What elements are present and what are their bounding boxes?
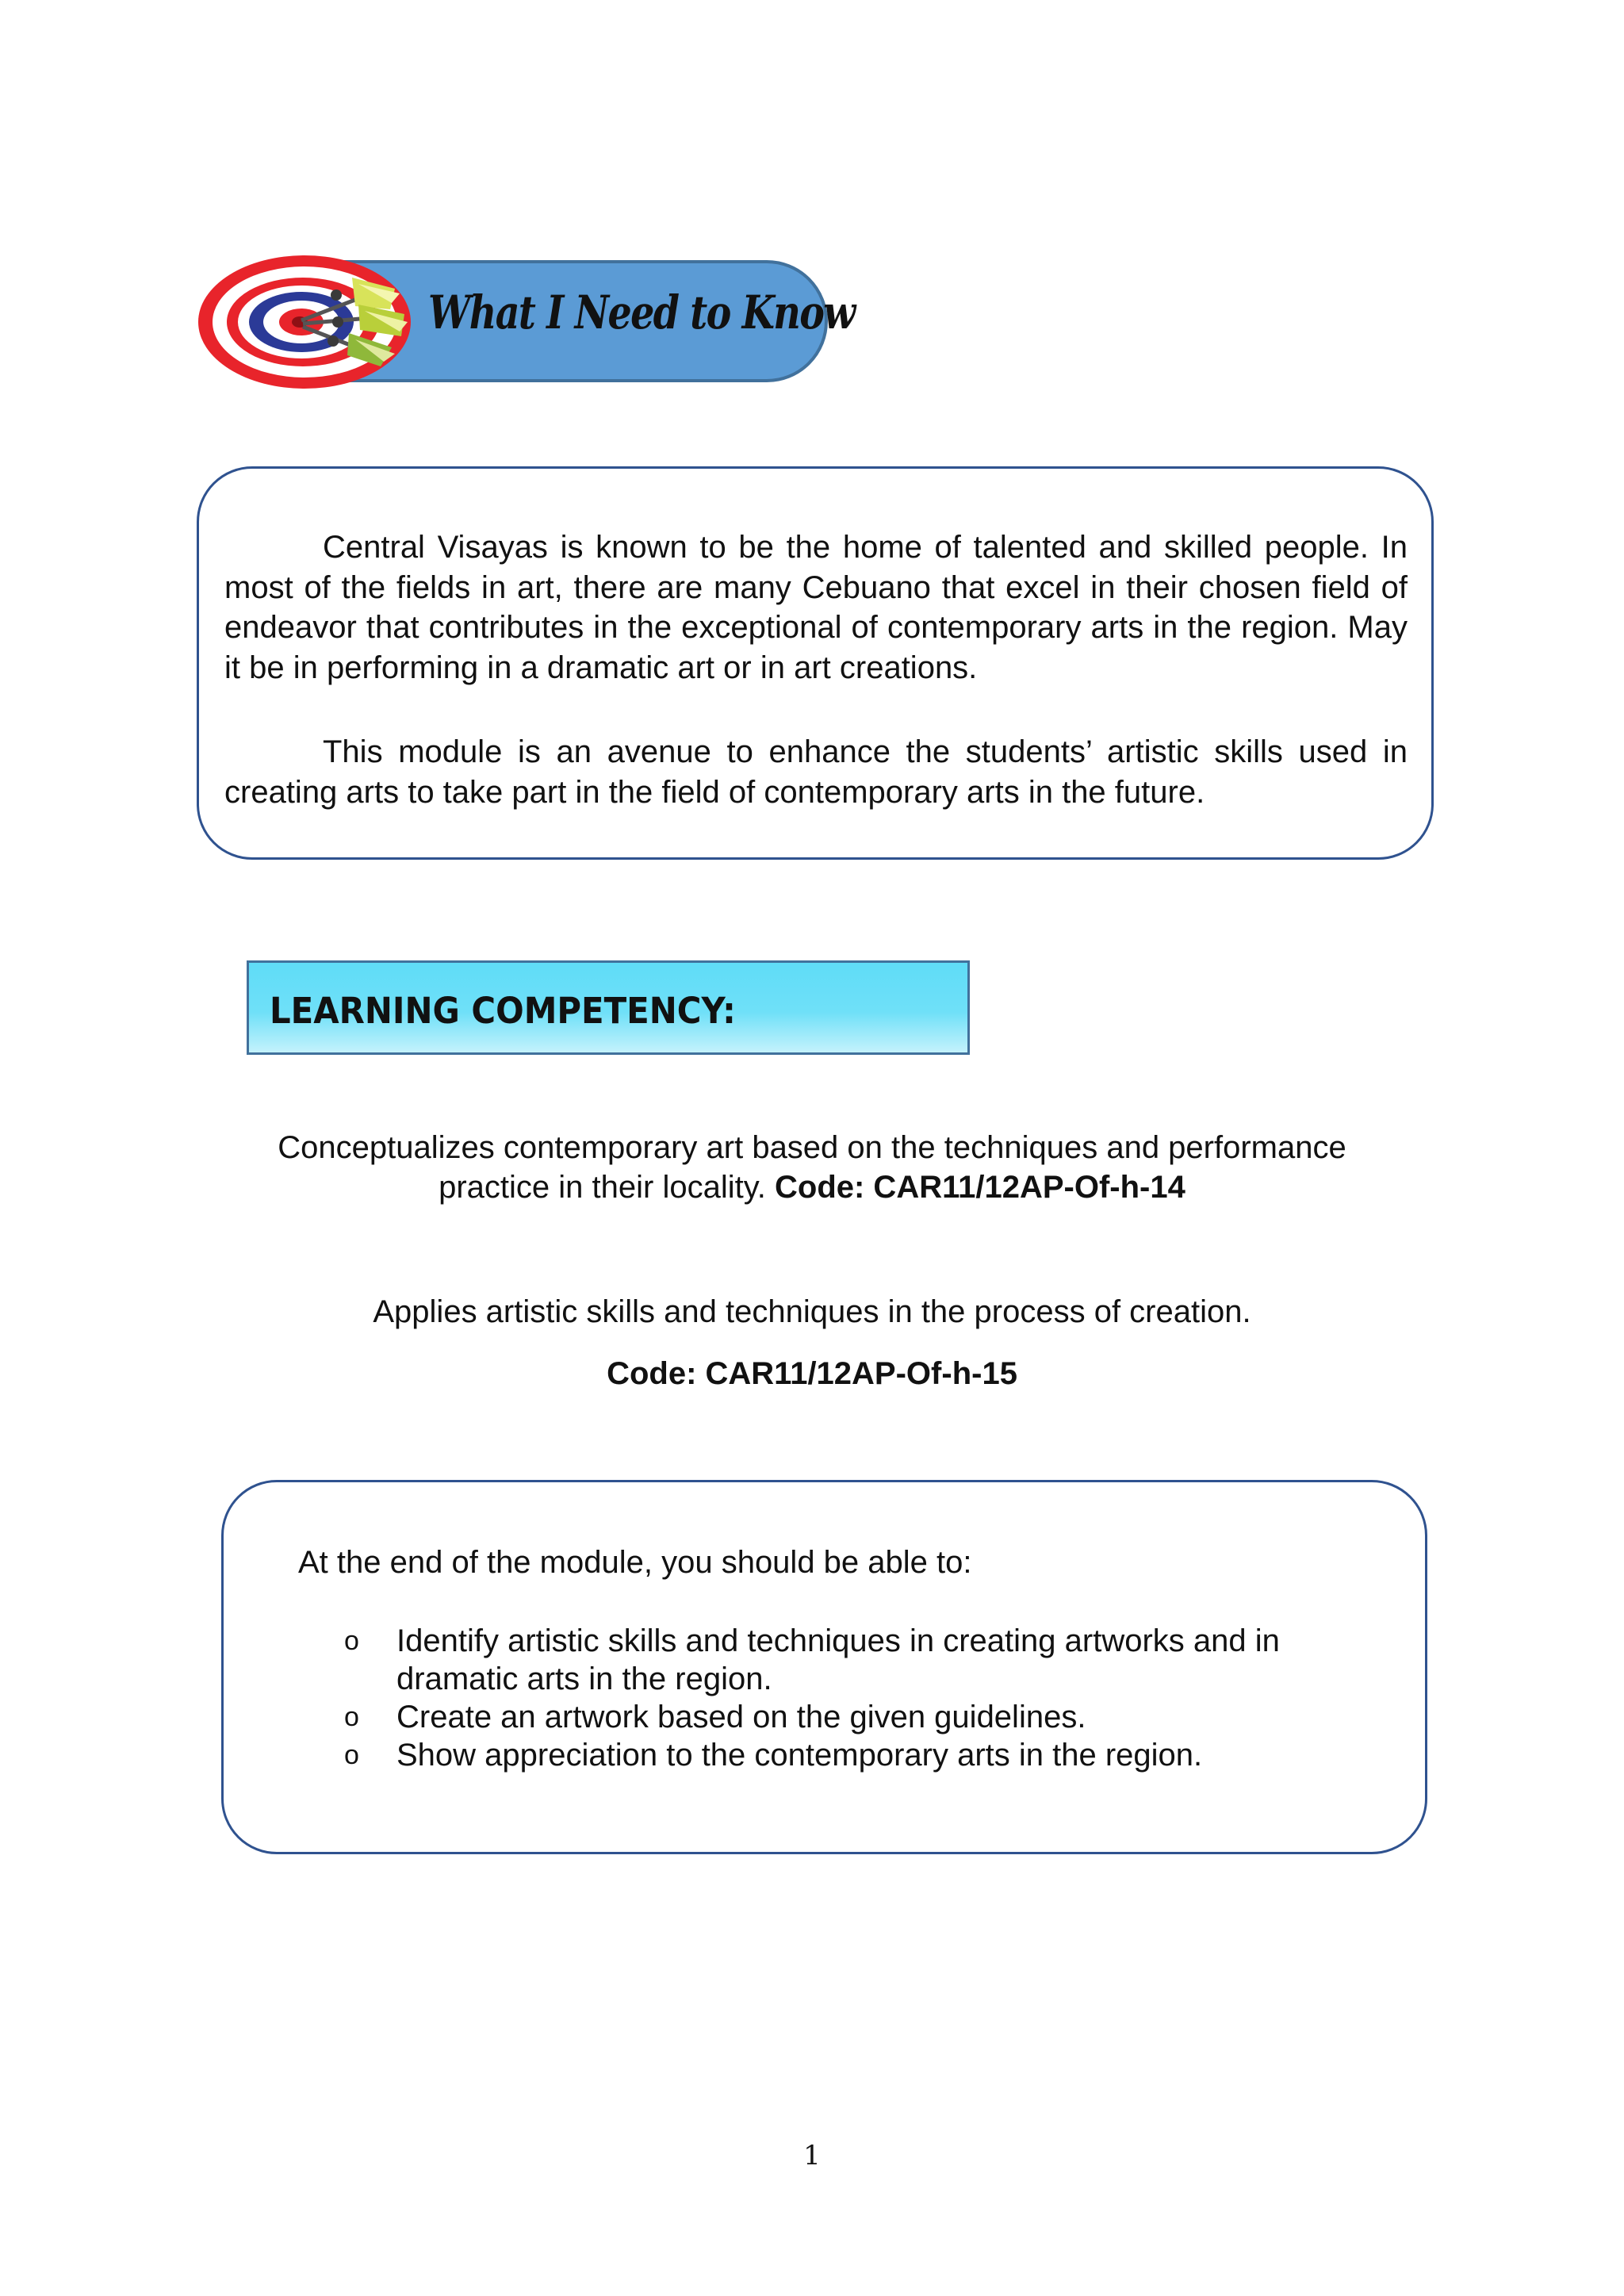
list-item xyxy=(297,1698,1351,1736)
list-item xyxy=(297,1736,1351,1774)
intro-paragraph-2: This module is an avenue to enhance the students’ artistic skills used in creating arts to take part in the field of contemporary arts in the future. xyxy=(224,734,1408,810)
target-darts-icon xyxy=(197,254,427,390)
objectives-intro: At the end of the module, you should be able to: xyxy=(298,1545,972,1580)
list-item-text: Show appreciation to the contemporary arts in the region. xyxy=(396,1738,1203,1773)
intro-paragraph-1: Central Visayas is known to be the home of talented and skilled people. In most of the fields in art, there are many Cebuano that excel in their chosen field of endeavor that contributes in the exceptional of contemporary arts in the region. May it be in performing in a dramatic art or in art creations. xyxy=(224,530,1408,685)
learning-competency-header xyxy=(247,960,970,1055)
list-item xyxy=(297,1622,1351,1698)
section-title: What I Need to Know xyxy=(428,286,855,339)
bullet-icon: o xyxy=(344,1740,359,1770)
section-header-banner xyxy=(197,254,855,390)
page-number: 1 xyxy=(803,2140,821,2171)
competency-item-1-line-2 xyxy=(0,1167,1624,1207)
list-item-text: Identify artistic skills and techniques in creating artworks and in dramatic arts in the region. xyxy=(396,1623,1280,1696)
bullet-icon: o xyxy=(344,1702,359,1732)
list-item-text: Create an artwork based on the given guidelines. xyxy=(396,1700,1086,1734)
competency-item-2-code: Code: CAR11/12AP-Of-h-15 xyxy=(607,1356,1017,1391)
objectives-box xyxy=(221,1480,1427,1854)
intro-box xyxy=(197,466,1434,860)
competency-item-1-line-1: Conceptualizes contemporary art based on the techniques and performance xyxy=(278,1130,1346,1165)
learning-competency-title: LEARNING COMPETENCY: xyxy=(270,990,736,1032)
competency-item-2: Applies artistic skills and techniques in the process of creation. xyxy=(373,1294,1251,1329)
competency-item-1-text: practice in their locality. xyxy=(439,1170,766,1205)
objectives-list xyxy=(297,1622,1351,1774)
bullet-icon: o xyxy=(344,1626,359,1656)
competency-item-1-code: Code: CAR11/12AP-Of-h-14 xyxy=(775,1170,1185,1205)
competency-item-1 xyxy=(0,1128,1624,1207)
